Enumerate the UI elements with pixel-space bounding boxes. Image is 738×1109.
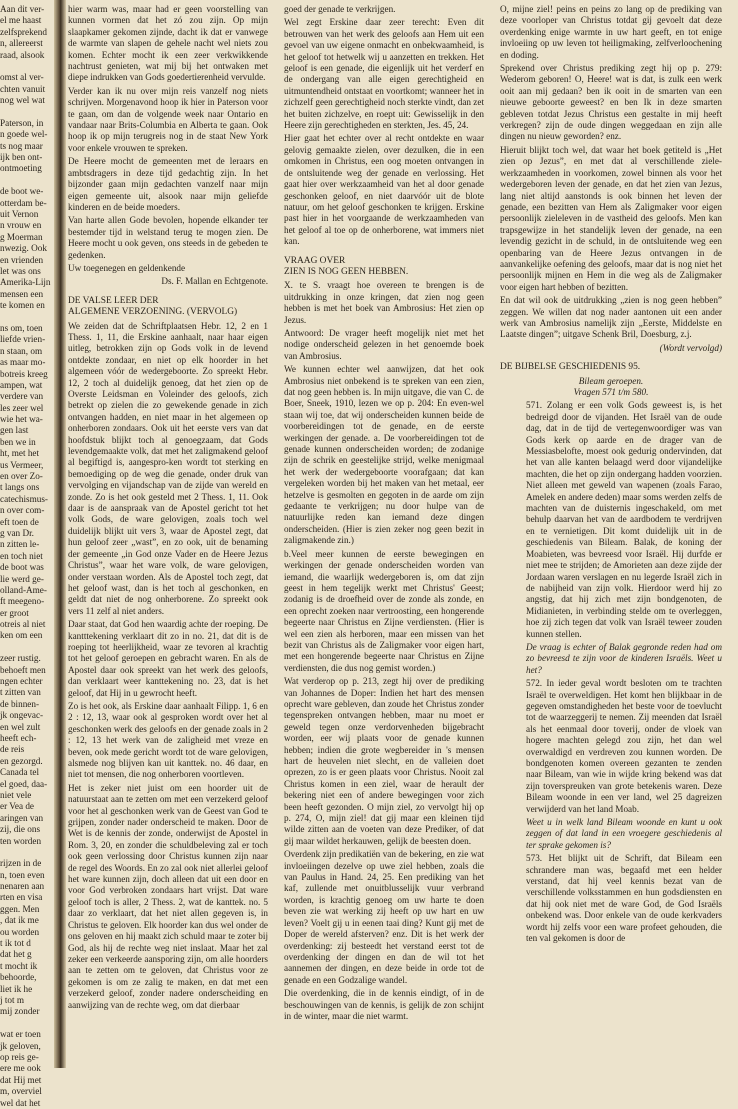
fragment-line: ijk ben ont-: [0, 152, 43, 163]
fragment-line: Canada tel: [0, 767, 40, 778]
fragment-line: liefde vrien-: [0, 334, 46, 345]
fragment-line: n staan, om: [0, 345, 43, 356]
fragment-line: wel dat het: [0, 1097, 41, 1108]
fragment-line: el me haast: [0, 15, 42, 26]
fragment-line: dat Hij met: [0, 1074, 42, 1085]
column-1: [68, 4, 268, 1013]
column-2: [284, 4, 484, 1024]
answer-paragraph: We kunnen echter wel aanwijzen, dat het ook Ambrosius niet onbekend is te spreken van een zien, dat nog geen hebben is. In mijn uitgave, die van C. de Boer, Sneek, 1910, lezen we op p. 204: En even-wel staan wij toe, dat wij onderscheiden kunnen beide de voorbereidingen tot de genade, en de eerste werkingen der genade. a. De voorbereidingen tot de genade kunnen onderscheiden worden; de zodanige zijn de schrik en geestelijke strijd, welke menigmaal het werk der wedergeboorte voorafgaan; dat kan vergeleken worden bij het maken van het metaal, eer hetzelve is gesmolten en gegoten in de aarde om zijn gedaante te verkrijgen; nu door hulpe van de natuurlijke reden kan iemand deze dingen onderscheiden. (Hier is zien zeker nog geen bezit in zaligmakende zin.): [284, 364, 484, 546]
fragment-line: let was ons: [0, 265, 41, 276]
fragment-line: eft toen de: [0, 516, 39, 527]
fragment-line: otreis al niet: [0, 619, 46, 630]
fragment-line: [0, 1018, 52, 1029]
fragment-line: ou worden: [0, 926, 40, 937]
bible-history-subtitle: Bileam geroepen.: [578, 375, 644, 386]
fragment-line: [0, 847, 52, 858]
fragment-line: raad, alsook: [0, 49, 45, 60]
fragment-line: [0, 312, 52, 323]
question-heading: VRAAG OVER: [284, 255, 346, 266]
fragment-line: el goed, daa-: [0, 778, 48, 789]
fragment-line: Aan dit ver-: [0, 4, 45, 14]
answer-paragraph: Antwoord: De vrager heeft mogelijk niet met het nodige onderscheid gelezen in het genoemde boek van Ambrosius.: [284, 327, 484, 361]
column-3: [500, 4, 722, 947]
fragment-line: de boot was: [0, 562, 44, 573]
fragment-line: t ik tot d: [0, 938, 31, 949]
fragment-line: chten vanuit: [0, 83, 46, 94]
fragment-line: en vrienden: [0, 254, 44, 265]
fragment-line: de boot we-: [0, 186, 44, 197]
fragment-line: [0, 61, 52, 72]
question-571: De vraag is echter of Balak gegronde reden had om zo bevreesd te zijn voor de kinderen Israëls. Weet u het?: [526, 641, 722, 675]
letter-signature: Ds. F. Mallan en Echtgenote.: [161, 276, 268, 287]
fragment-line: niet vele: [0, 789, 32, 800]
fragment-line: ampen, wat: [0, 379, 43, 390]
fragment-line: nwezig. Ook: [0, 243, 47, 254]
numbered-item-573: 573. Het blijkt uit de Schrift, dat Bileam een schrandere man was, begaafd met een helder verstand, dat hij veel kennis bezat van de verschillende volksstammen en hun godsdiensten en dat hij ook niet met de ware God, de God Israëls onbekend was. Door enkele van de oude kerkvaders wordt hij zelfs voor een ware profeet gehouden, die ten val gekomen is door de: [526, 853, 722, 944]
fragment-line: ben we in: [0, 436, 36, 447]
answer-paragraph: Hieruit blijkt toch wel, dat waar het boek getiteld is „Het zien op Jezus”, en met dat al verschillende ziele-werkzaamheden in voorkomen, zowel binnen als voor het wedergeboren leven der genade, en dat het zien van Jezus, lang niet altijd aanstonds is ook binnen het leven der genade, een bezitten van Hem als Zaligmaker voor eigen persoonlijk zieleleven in de vastheid des geloofs. Men kan trapsgewijze in het standelijk leven der genade, na een levendig gezicht in de schuld, in de ontsluitende weg een openbaring van de Heere Jezus ontvangen in de aanvankelijke oefening des geloofs, maar dat is nog niet het persoonlijk mijnen en Hem in die weg als de Zaligmaker voor eigen hart hebben of bezitten.: [500, 144, 722, 292]
fragment-line: m, overviel: [0, 1086, 42, 1097]
answer-paragraph: b.Veel meer kunnen de eerste bewegingen en werkingen der genade onderscheiden worden van iemand, die waarlijk wedergeboren is, om dat zijn geest in hem tegelijk werkt met Christus' Geest; zodanig is de droefheid over de zonde als zonde, en een oprecht zoeken naar vertroosting, een hongerende begeerte naar Christus en Zijne verdiensten. (Hier is wel een zien als herboren, maar een missen van het bezit van Christus als de Zaligmaker voor eigen hart, met een hongerende begeerte naar Christus en Zijne verdiensten, die dus nog gemist worden.): [284, 548, 484, 673]
fragment-line: nog wel wat: [0, 95, 45, 106]
answer-paragraph: Die overdenking, die in de kennis eindigt, of in de beschouwingen van de kennis, is gelijk de zon schijnt in de winter, maar die niet warmt.: [284, 988, 484, 1021]
fragment-line: wat er toen: [0, 1029, 41, 1040]
question-heading-2: ZIEN IS NOG GEEN HEBBEN.: [284, 266, 409, 277]
fragment-line: zeer rustig.: [0, 653, 41, 664]
fragment-line: n goede wel-: [0, 129, 48, 140]
letter-paragraph: Verder kan ik nu over mijn reis vanzelf nog niets schrijven. Morgenavond hoop ik hier in Paterson voor te gaan, om dan de volgende week naar Ontario en vandaar naar Brits-Columbia en Alberta te gaan. Ook hoop ik op mijn terugreis nog in de staat New York voor enkele vrouwen te spreken.: [68, 85, 268, 153]
fragment-line: er Vea de: [0, 801, 35, 812]
fragment-line: n over com-: [0, 505, 45, 516]
fragment-line: g Moerman: [0, 231, 43, 242]
fragment-line: ggen. Men: [0, 903, 40, 914]
fragment-line: de reis: [0, 744, 25, 755]
fragment-line: les zeer wel: [0, 402, 44, 413]
fragment-line: as maar mo-: [0, 357, 46, 368]
letter-paragraph: De Heere mocht de gemeenten met de leraars en ambtsdragers in deze tijd gedachtig zijn. In het bijzonder gaan mijn gedachten vanzelf naar mijn eigen gemeente uit, alsook naar mijn geliefde kinderen en de beide moeders.: [68, 156, 268, 212]
fragment-line: rijzen in de: [0, 858, 42, 869]
fragment-line: behoeft men: [0, 664, 46, 675]
fragment-line: heeft ech-: [0, 733, 37, 743]
fragment-line: liet ik he: [0, 983, 33, 994]
answer-paragraph: O, mijne ziel! peins en peins zo lang op de prediking van deze voorloper van Christus totdat gij gevoelt dat deze overdenking enige warmte in uw hart geeft, en tot enige invloeiing op uw leven tot heiligmaking, zelfverloochening en doding.: [500, 4, 722, 60]
article-paragraph: Hier gaat het echter over al recht ontdekte en waar gelovig gemaakte zielen, over dezulken, die in een omkomen in Christus, een oog moeten ontvangen in de ontsluitende weg der genade en verlossing. Het gaat hier over werkzaamheid van het al door genade geschonken geloof, en niet daarvóór uit de blote natuur, om het geloof geschonken te krijgen. Erskine past hier in het voorgaande de werkzaamheden van het geloof al toe op de onherborene, wat immers niet kan.: [284, 133, 484, 247]
fragment-line: verdere van: [0, 391, 44, 402]
article-heading-2: ALGEMENE VERZOENING. (VERVOLG): [68, 307, 238, 318]
fragment-line: en gezorgd.: [0, 755, 43, 766]
fragment-line: otterdam be-: [0, 197, 47, 208]
fragment-line: olland-Ame-: [0, 584, 47, 595]
article-paragraph: We zeiden dat de Schriftplaatsen Hebr. 12, 2 en 1 Thess. 1, 11, die Erskine aanhaalt, naar haar eigen uitleg, betrokken zijn op Gods volk in de levend ontdekte zondaar, en niet op elk hoorder in het algemeen vóór de wedergeboorte. Zo spreekt Hebr. 12, 2 toch al duidelijk genoeg, dat het zien op de Overste Leidsman en Voleinder des geloofs, zich betrekt op zielen die zo gewekende genade in zich ontvangen hadden, en niet maar in het algemeen op onherboren zondaars. Ook uit het eerste vers van dat hoofdstuk blijkt toch al genoegzaam, dat Gods levendgemaakte volk, dat met het zaligmakend geloof al begiftigd is, aangespro-ken wordt tot sterking en bemoediging op de weg die genade, onder druk van vervolging en vijandschap van de zijde van wereld en zonde. Zo is het ook gesteld met 2 Thess. 1, 11. Ook daar is de aanspraak van de Apostel gericht tot het volk Gods, de ware gelovigen, zoals toch wel duidelijk blijkt uit vers 3, waar de Apostel zegt, dat hun geloof zeer „wast”, en zo ook, uit de benaming der gemeente „in God onze Vader en de Heere Jezus Christus”, waar het ware volk, de ware gelovigen, onder verstaan worden. Als de Apostel toch zegt, dat het geloof wast, dan is het toch al geschonken, en geldt dat niet de nog onherborene. Zo spreekt ook vers 11 zelf al niet anders.: [68, 320, 268, 616]
article-paragraph: goed der genade te verkrijgen.: [284, 4, 396, 14]
fragment-line: mij zonder: [0, 1006, 40, 1017]
fragment-line: de binnen-: [0, 698, 40, 709]
fragment-line: op reis ge-: [0, 1051, 39, 1062]
fragment-line: ken om een: [0, 630, 43, 641]
fragment-line: us Vermeer,: [0, 459, 44, 470]
fragment-line: wie het wa-: [0, 414, 43, 425]
fragment-line: [0, 107, 52, 118]
article-paragraph: Daar staat, dat God hen waardig achte der roeping. De kantttekening verklaart dit zo in no. 21, dat dit is de roeping tot heerlijkheid, waar ze tevoren al krachtig tot het geloof geroepen en gebracht waren. En als de Apostel daar ook spreekt van het werk des geloofs, dan verklaart weer kanttekening no. 23, dat is het geloof, dat Hij in u gewrocht heeft.: [68, 619, 268, 698]
fragment-line: zelfsprekend: [0, 26, 47, 37]
fragment-line: aringen van: [0, 812, 44, 823]
fragment-line: Paterson, in: [0, 117, 44, 128]
article-heading: DE VALSE LEER DER: [68, 295, 159, 306]
fragment-line: ngen echter: [0, 676, 43, 687]
fragment-line: te komen en: [0, 300, 45, 311]
continued-note: (Wordt vervolgd): [659, 342, 722, 353]
answer-paragraph: Sprekend over Christus prediking zegt hij op p. 279: Wederom geboren! O, Heere! wat is dat, is zulk een werk ooit aan mij gedaan? ben ik ooit in de smarten van een nieuwe geboorte geweest? en ben Ik in deze smarten gebleven totdat Jezus Christus een gestalte in mij heeft verkregen? zijn de oude dingen weggedaan en zijn alle dingen nu nieuw geworden? enz.: [500, 63, 722, 142]
letter-paragraph: Van harte allen Gode bevolen, hopende elkander ter bestemder tijd in welstand terug te mogen zien. De Heere mocht u ook geven, ons steeds in de gebeden te gedenken.: [68, 215, 268, 260]
fragment-line: ns om, toen: [0, 322, 43, 333]
fragment-line: ht, met het: [0, 448, 40, 459]
bible-history-questions-range: Vragen 571 t/m 580.: [573, 387, 649, 397]
fragment-line: botreis kreeg: [0, 368, 48, 379]
fragment-line: ere me ook: [0, 1063, 41, 1074]
question-paragraph: X. te S. vraagt hoe overeen te brengen is de uitdrukking in onze kringen, dat zien nog geen hebben is met het boek van Ambrosius: Het zien op Jezus.: [284, 280, 484, 325]
bible-history-heading: DE BIJBELSE GESCHIEDENIS 95.: [500, 362, 641, 373]
fragment-line: t mocht ik: [0, 960, 38, 971]
fragment-line: , dat ik me: [0, 915, 39, 926]
fragment-line: rten en visa: [0, 892, 43, 903]
letter-paragraph: Uw toegenegen en geldenkende: [68, 262, 186, 273]
answer-paragraph: Overdenk zijn predikatiën van de bekering, en zie wat invloeiingen dezelve op uwe ziel hebben, zoals die van Paulus in Hand. 24, 25. Een prediking van het kaf, zullende met onuitblusselijk vuur verbrand worden, is krachtig genoeg om uw harte te doen beven zie wat werking zij heeft op uw hart en uw leven? Voelt gij u in eenen taai ding? Kunt gij met de Doper de wereld afsterven? enz. Dit is het werk der overdenking: zij besteedt het verstand eerst tot de overdenking der dingen en dan de wil tot het aannemen der dingen, en deze beide in orde tot de genade en een Godzalige wandel.: [284, 849, 484, 985]
fragment-line: ts nog maar: [0, 140, 43, 151]
fragment-line: ten worden: [0, 835, 42, 846]
fragment-line: en over Zo-: [0, 471, 43, 482]
fragment-line: n zitten le-: [0, 539, 40, 550]
fragment-line: t langs ons: [0, 482, 40, 493]
fragment-line: gen last: [0, 425, 29, 436]
fragment-line: mensen een: [0, 288, 44, 299]
fragment-line: en wel zult: [0, 721, 41, 732]
left-page-fragment-column: [0, 4, 52, 1109]
answer-paragraph: En dat wil ook de uitdrukking „zien is nog geen hebben” zeggen. We willen dat nog nader aantonen uit een ander werk van Ambrosius namelijk zijn „Eerste, Middelste en Laatste dingen”; uitgave Schenk Bril, Doesburg, z.j.: [500, 295, 722, 340]
fragment-line: jk geloven,: [0, 1040, 41, 1051]
fragment-line: dat het g: [0, 949, 32, 960]
answer-paragraph: Wat verderop op p. 213, zegt hij over de prediking van Johannes de Doper: Indien het hart des mensen oprecht ware gebleven, dan zoude het Christus zonder tegenspreken ontvangen hebben, maar nu moet er geweld tegen onze verdorvenheden bijgebracht worden, eer wij plaats voor de genade kunnen hebben; indien die grote wegbereider in 's mensen hart de heuvelen niet slecht, en de valleien doet oprezen, zo is er geen plaats voor Christus. Nooit zal Christus komen in een ziel, waar de herault der bekering niet een of andere bewegingen voor zich been heeft gezonden. O mijn ziel, zo vervolgt hij op p. 274, O, mijn ziel! dat gij maar een kleinen tijd wilde zitten aan de voeten van deze Prediker, of dat gij maar wildet herkauwen, gelijk de beesten doen.: [284, 676, 484, 846]
fragment-line: er groot: [0, 607, 29, 618]
fragment-line: [0, 642, 52, 653]
fragment-line: uit Vernon: [0, 209, 39, 220]
letter-intro: hier warm was, maar had er geen voorstelling van kunnen vormen dat het zó zou zijn. Op mijn slaapkamer gekomen zijnde, dacht ik dat er vanwege de warmte van slapen de gehele nacht wel niets zou komen. Echter mocht ik een zeer verkwikkende nachtrust genieten, wat mij bij het ontwaken met diepe indrukken van Gods goedertierenheid vervulde.: [68, 4, 268, 83]
fragment-line: omst al ver-: [0, 72, 44, 83]
fragment-line: behoorde,: [0, 972, 37, 983]
fragment-line: n vrouw en: [0, 220, 42, 231]
fragment-line: jk ongevac-: [0, 710, 44, 721]
fragment-line: t zitten van: [0, 687, 41, 698]
page-gutter: [54, 0, 66, 1068]
fragment-line: nenaren aan: [0, 881, 45, 892]
fragment-line: j tot m: [0, 994, 24, 1005]
fragment-line: n, allereerst: [0, 38, 43, 49]
fragment-line: zij, die ons: [0, 824, 41, 835]
question-572: Weet u in welk land Bileam woonde en kunt u ook zeggen of dat land in een vroegere geschiedenis al ter sprake gekomen is?: [526, 817, 722, 850]
numbered-item-571: 571. Zolang er een volk Gods geweest is, is het bedreigd door de vijanden. Het Israël van de oude dag, dat in de tijd de vertegenwoordiger was van Gods kerk op aarde en de drager van de Messiasbelofte, moest ook gedurig ondervinden, dat het van alle kanten belaagd werd door vijandelijke machten, die het op zijn ondergang hadden voorzien. Niet alleen met geweld van wapenen (zoals Farao, Amelek en andere deden) maar soms werden zelfs de machten van de duisternis ingeschakeld, om met behulp daarvan het van de aardbodem te verdrijven en te vernietigen. Dit komt duidelijk uit in de geschiedenis van Bileam. Balak, de koning der Moabieten, was bevreesd voor Israël. Hij durfde er niet mee te strijden; de Amorieten aan deze zijde der Jordaan waren verslagen en nu legerde Israël zich in de nabijheid van zijn volk. Hierdoor werd hij zo angstig, dat hij zich met zijn bondgenoten, de Midianieten, in verbinding stelde om te overleggen, hoe zij zich tegen dat volk van Israël teweer zouden kunnen stellen.: [526, 400, 722, 639]
fragment-line: catechismus-: [0, 493, 48, 504]
fragment-line: lie werd ge-: [0, 573, 44, 584]
fragment-line: n, toen even: [0, 869, 45, 880]
fragment-line: ontmoeting: [0, 163, 42, 174]
article-paragraph: Zo is het ook, als Erskine daar aanhaalt Filipp. 1, 6 en 2 : 12, 13, waar ook al gesproken wordt over het al geschonken werk des geloofs en der genade zoals in 2 : 12, 13 het werk van de zaligheid met vreze en beven, ook mede gericht wordt tot de ware gelovigen, alsmede nog blijven kan uit kanttek. no. 46 daar, en niet tot mensen, die nog onherboren voortleven.: [68, 700, 268, 780]
article-paragraph: Het is zeker niet juist om een hoorder uit de natuurstaat aan te zetten om met een verzekerd geloof voor het al geschonken werk van de Geest van God te grijpen, zonder nader onderscheid te maken. Door de Wet is de kennis der zonde, onderwijst de Apostel in Rom. 3, 20, en zonder die schuldbeleving zal er toch ook geen verlossing door Christus kunnen zijn naar de regel des Woords. En zo zal ook niet allerlei geloof het ware kunnen zijn, doch alleen dat uit een door en voor God verbroken zondaars hart vrijst. Dat ware geloof toch is aller, 2 Thess. 2, wat de kanttek. no. 5 daar zo verklaart, dat het niet allen gegeven is, in Christus te geloven. Elk hoorder kan dus wel onder de ons geloven en hij maakt zich schuld maar te zoter bij God, als hij de rechte weg niet inslaat. Maar het zal zeker een verkeerde aansporing zijn, om alle hoorders aan te zetten om te geloven, dat Christus voor ze gekomen is om ze zalig te maken, en dat met een verzekerd geloof, zonder nadere onderscheiding en aanwijzing van de rechte weg, om dat dierbaar: [68, 782, 268, 1010]
fragment-line: ft meegeno-: [0, 596, 45, 607]
article-paragraph: Wel zegt Erskine daar zeer terecht: Even dit betrouwen van het werk des geloofs aan Hem uit een gevoel van uw eigene onmacht en onbekwaamheid, is het geloof tot hetwelk wij u aanzetten en trekken. Het geloof is een genade, die eigenlijk uit het verderf en de ondergang van alle eigen gerechtigheid en uitmuntendheid ontstaat en voortkomt; wanneer het in zichzelf geen gerechtigheid noch sterkte vindt, dan zet het buiten zichzelve, en roept uit: Gewisselijk in den Heere zijn gerechtigheden en sterkten, Jes. 45, 24.: [284, 17, 484, 131]
fragment-line: [0, 175, 52, 186]
fragment-line: en toch niet: [0, 550, 43, 561]
fragment-line: g van Dr.: [0, 527, 34, 538]
numbered-item-572: 572. In ieder geval wordt besloten om te trachten Israël te overweldigen. Het komt hen blijkbaar in de gegeven omstandigheden het beste voor de toevlucht tot de waarzeggerij te nemen. Zij meenden dat Israël als het eenmaal door toverij, onder de vloek van hogere machten gelegd zou zijn, het dan wel overwaldigd en verdreven zou kunnen worden. De bondgenoten komen overeen gezanten te zenden naar Bileam, van wie in wijde kring bekend was dat zijn toverspreuken van grote betekenis waren. Deze Bileam woonde in een ver land, wel 25 dagreizen verwijderd van het land Moab.: [526, 678, 722, 814]
fragment-line: Amerika-Lijn: [0, 277, 51, 288]
